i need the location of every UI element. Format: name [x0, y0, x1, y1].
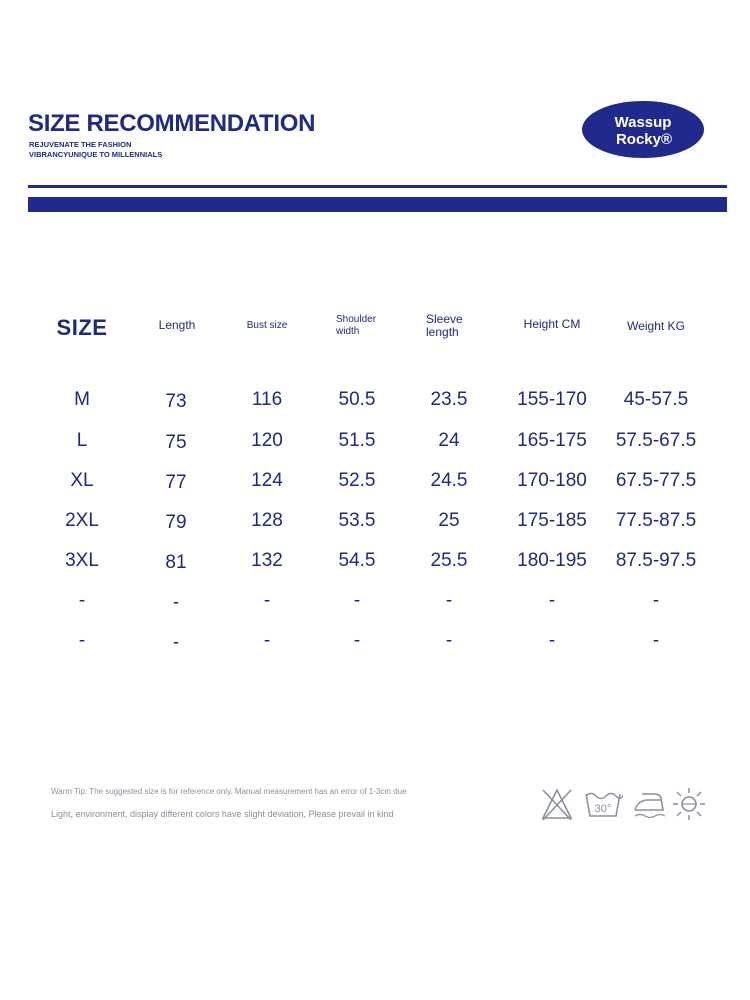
subtitle-line-1: REJUVENATE THE FASHION — [29, 140, 132, 149]
cell-size-row-5: 3XL — [65, 550, 99, 571]
header-shoulder-line-1: Shoulder — [336, 314, 377, 325]
header-height: Height CM — [523, 317, 581, 331]
header-sleeve-line-2: length — [426, 325, 459, 339]
cell-length-row-1: 73 — [165, 391, 187, 412]
cell-shoulder-row-1: 50.5 — [338, 389, 376, 410]
cell-height-row-2: 165-175 — [517, 430, 587, 451]
cell-bust-row-2: 120 — [251, 430, 283, 451]
subtitle-line-2: VIBRANCYUNIQUE TO MILLENNIALS — [29, 150, 163, 159]
wash-temp-label: 30° — [594, 803, 612, 815]
cell-sleeve-row-3: 24.5 — [430, 470, 468, 491]
header-bust: Bust size — [246, 320, 288, 331]
divider-thick — [28, 197, 727, 212]
sun-dry-icon — [672, 786, 706, 822]
no-bleach-icon — [540, 786, 574, 822]
cell-weight-row-5: 87.5-97.5 — [615, 550, 697, 571]
cell-sleeve-row-6: - — [445, 590, 453, 611]
cell-bust-row-7: - — [263, 630, 271, 651]
cell-sleeve-row-4: 25 — [438, 510, 460, 531]
cell-height-row-7: - — [548, 630, 556, 651]
warm-tip-line-1: Warm Tip: The suggested size is for reference only. Manual measurement has an error of 1-3cm due — [51, 787, 407, 796]
cell-shoulder-row-3: 52.5 — [338, 470, 376, 491]
header-shoulder-line-2: width — [336, 326, 360, 337]
cell-length-row-3: 77 — [165, 472, 187, 493]
cell-length-row-4: 79 — [165, 512, 187, 533]
cell-height-row-5: 180-195 — [517, 550, 587, 571]
cell-bust-row-1: 116 — [251, 389, 283, 410]
cell-sleeve-row-1: 23.5 — [430, 389, 468, 410]
cell-size-row-7: - — [78, 630, 86, 651]
logo-text-line-2: Rocky® — [615, 131, 673, 148]
cell-weight-row-7: - — [652, 630, 660, 651]
cell-bust-row-6: - — [263, 590, 271, 611]
header-sleeve — [426, 313, 463, 339]
cell-weight-row-3: 67.5-77.5 — [615, 470, 697, 491]
cell-weight-row-2: 57.5-67.5 — [615, 430, 697, 451]
header-length: Length — [158, 318, 196, 332]
header-weight: Weight KG — [627, 319, 685, 333]
cell-sleeve-row-5: 25.5 — [430, 550, 468, 571]
cell-height-row-3: 170-180 — [517, 470, 587, 491]
cell-shoulder-row-4: 53.5 — [338, 510, 376, 531]
cell-shoulder-row-2: 51.5 — [338, 430, 376, 451]
header-size: SIZE — [56, 315, 108, 340]
cell-length-row-6: - — [172, 592, 180, 613]
cell-size-row-6: - — [78, 590, 86, 611]
brand-logo — [581, 100, 705, 159]
header-sleeve-line-1: Sleeve — [426, 312, 463, 326]
cell-weight-row-1: 45-57.5 — [623, 389, 689, 410]
cell-height-row-4: 175-185 — [517, 510, 587, 531]
cell-bust-row-3: 124 — [251, 470, 283, 491]
cell-size-row-1: M — [74, 389, 90, 410]
cell-bust-row-4: 128 — [251, 510, 283, 531]
cell-shoulder-row-7: - — [353, 630, 361, 651]
cell-weight-row-6: - — [652, 590, 660, 611]
warm-tip-line-2: Light, environment, display different colors have slight deviation, Please prevail in kind — [51, 809, 394, 819]
cell-size-row-2: L — [76, 430, 88, 451]
cell-size-row-4: 2XL — [65, 510, 99, 531]
cell-shoulder-row-5: 54.5 — [338, 550, 376, 571]
cell-size-row-3: XL — [70, 470, 94, 491]
cell-height-row-1: 155-170 — [517, 389, 587, 410]
cell-sleeve-row-2: 24 — [438, 430, 460, 451]
cell-length-row-2: 75 — [165, 432, 187, 453]
cell-shoulder-row-6: - — [353, 590, 361, 611]
iron-icon — [632, 786, 666, 822]
wash-30-icon — [583, 786, 623, 822]
page-title: SIZE RECOMMENDATION — [28, 110, 316, 137]
cell-length-row-5: 81 — [165, 552, 187, 573]
cell-length-row-7: - — [172, 632, 180, 653]
divider-thin — [28, 185, 727, 188]
cell-weight-row-4: 77.5-87.5 — [615, 510, 697, 531]
header-shoulder — [336, 314, 376, 338]
cell-sleeve-row-7: - — [445, 630, 453, 651]
cell-bust-row-5: 132 — [251, 550, 283, 571]
logo-text-line-1: Wassup — [614, 114, 672, 131]
cell-height-row-6: - — [548, 590, 556, 611]
